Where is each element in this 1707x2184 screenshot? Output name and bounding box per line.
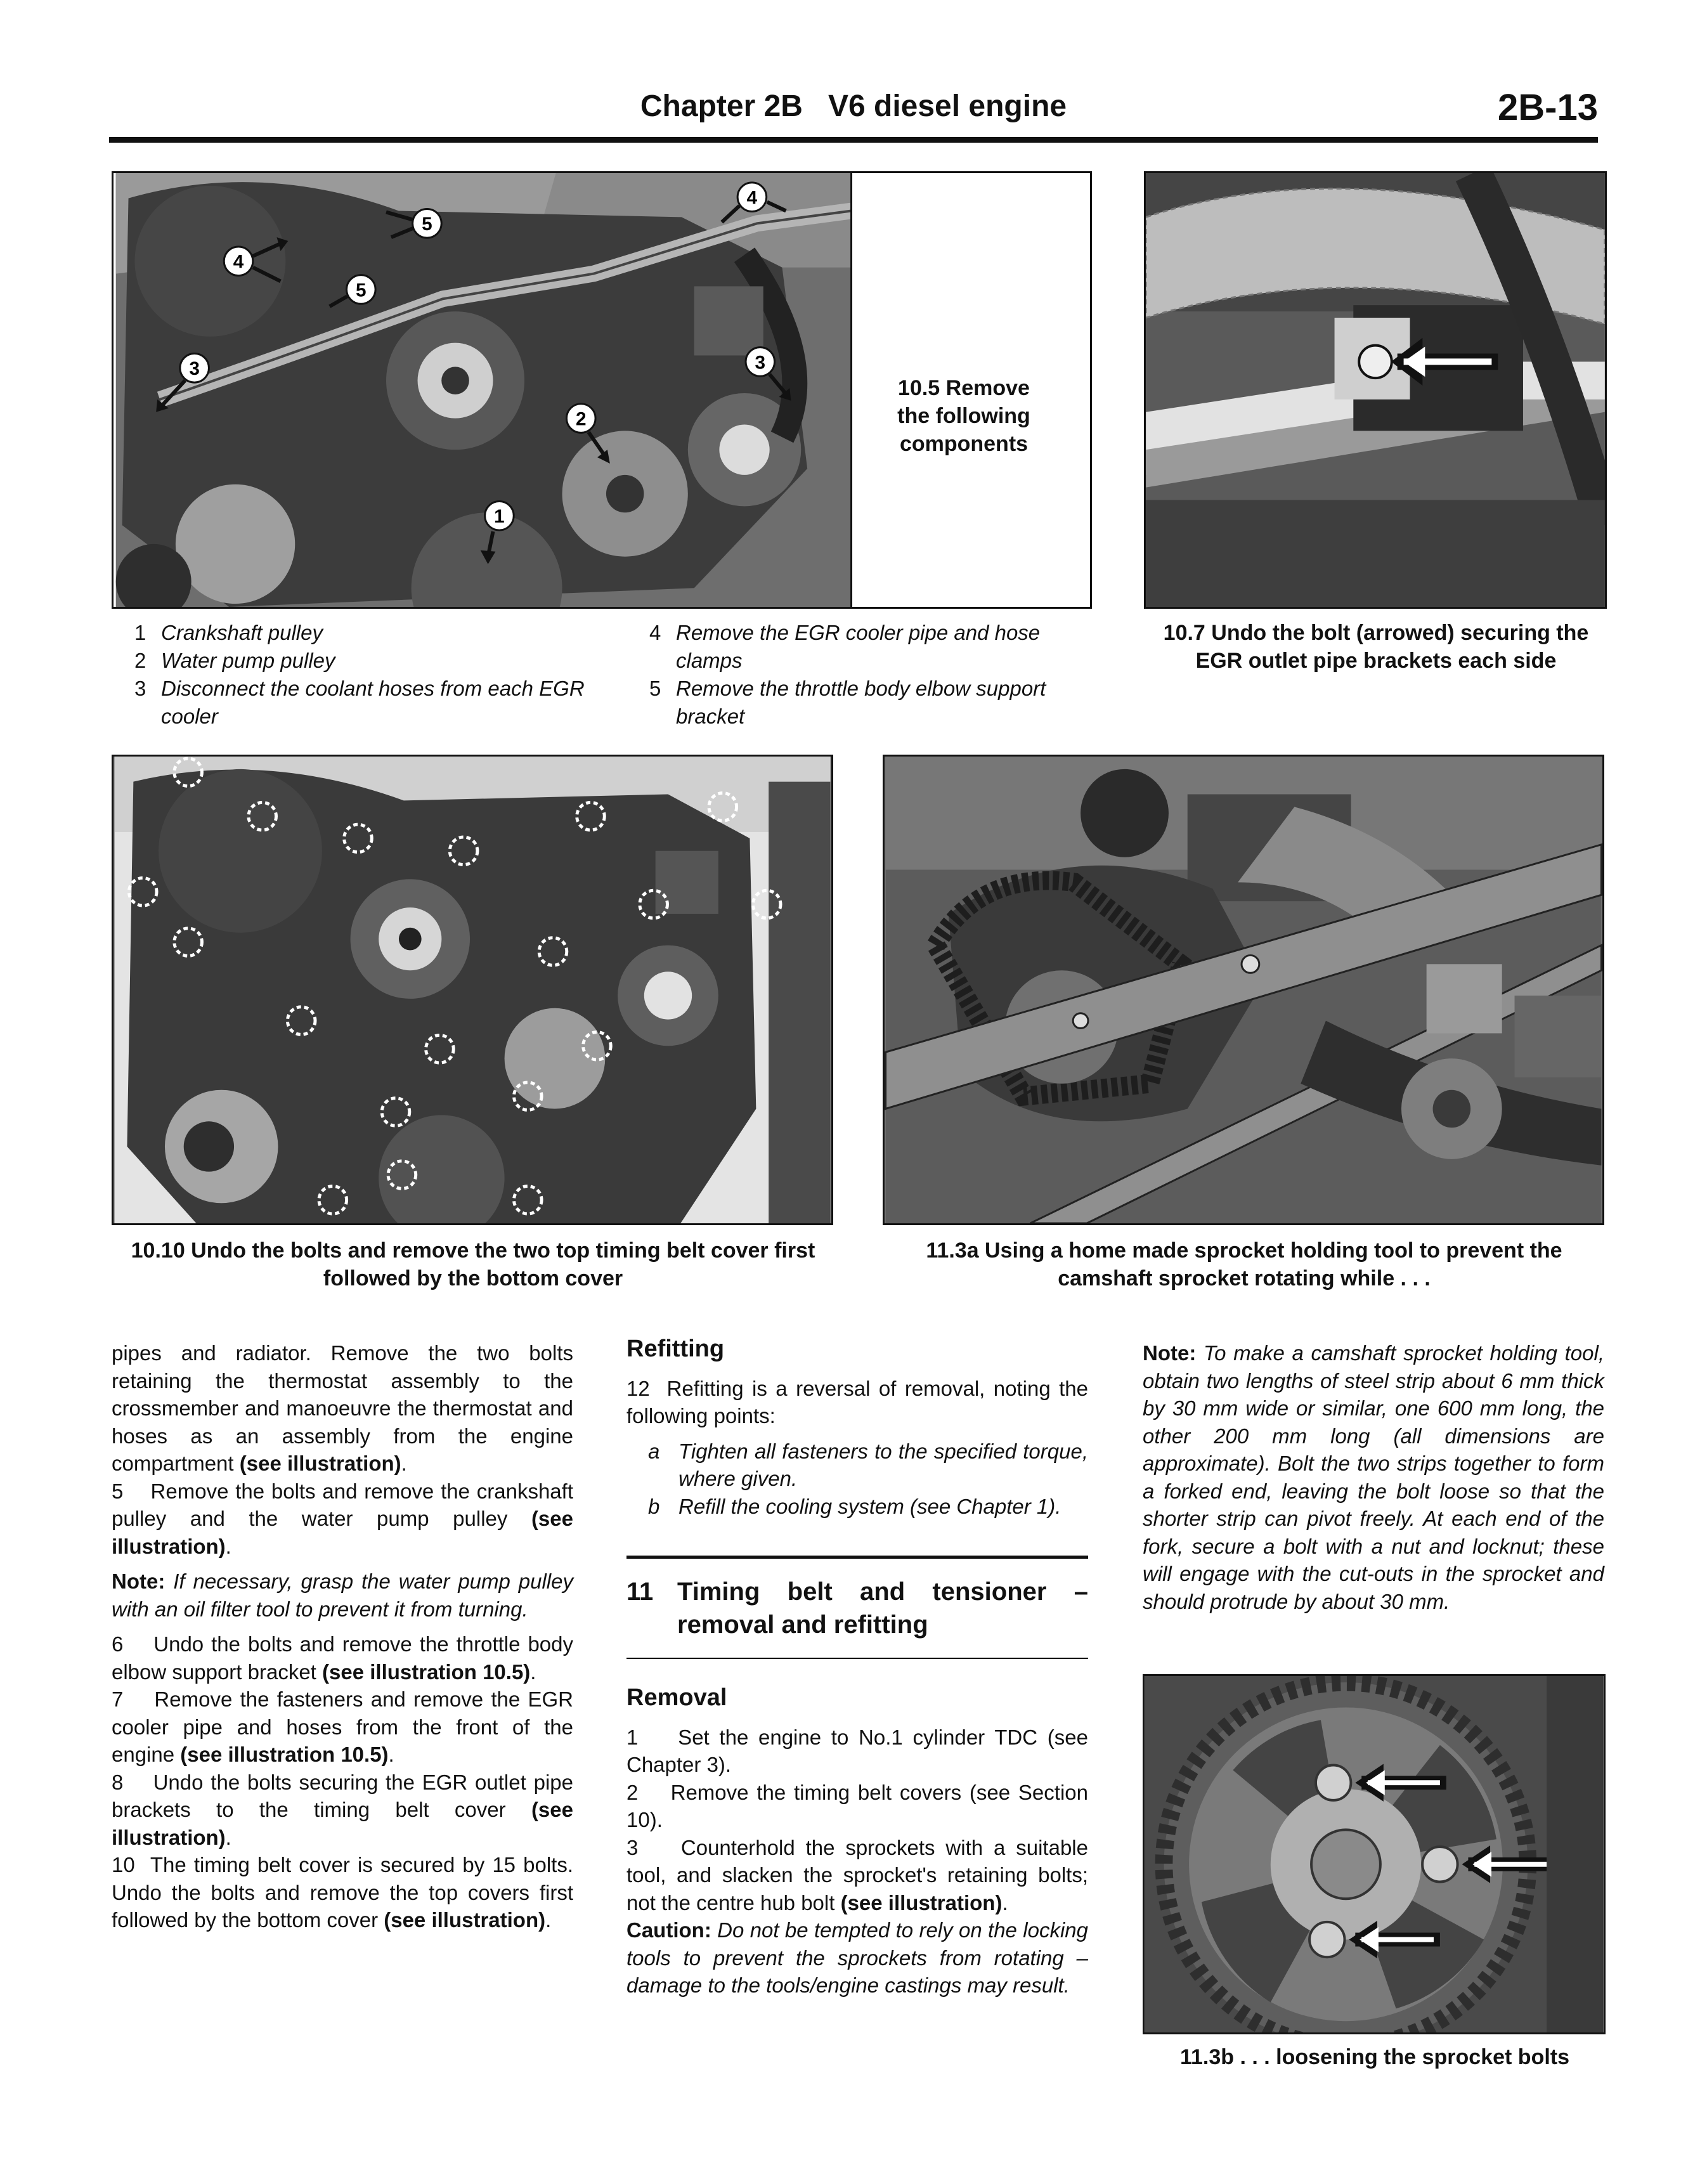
- chapter-label: Chapter 2B: [640, 89, 803, 123]
- caption-11-3b: 11.3b . . . loosening the sprocket bolts: [1179, 2045, 1570, 2069]
- list-item-b: b Refill the cooling system (see Chapter 1).: [648, 1494, 1061, 1518]
- chapter-title: V6 diesel engine: [828, 89, 1067, 123]
- paragraph-intro: pipes and radiator. Remove the two bolts retaining the thermostat assembly to the crossmember and manoeuvre the thermostat and hoses as an assembly from the engine compartment (see illustration).: [112, 1341, 573, 1475]
- column-1: [112, 1339, 573, 1934]
- svg-text:5: 5: [356, 280, 367, 301]
- paragraph-removal-2: 2 Remove the timing belt covers (see Section 10).: [626, 1780, 1088, 1831]
- legend-item: 2 Water pump pulley: [134, 649, 335, 672]
- inset-caption-10-5: [856, 374, 1072, 458]
- svg-text:3: 3: [755, 352, 766, 374]
- paragraph-step-6: 6 Undo the bolts and remove the throttle body elbow support bracket (see illustration 10.5).: [112, 1632, 573, 1684]
- legend-10-5-right: [649, 619, 1093, 731]
- section-heading-11: 11 Timing belt and tensioner – removal and refitting: [626, 1578, 1088, 1639]
- legend-item: 5 Remove the throttle body elbow support bracket: [649, 677, 1046, 728]
- timing-belt-cover-photo: [114, 757, 831, 1223]
- paragraph-step-7: 7 Remove the fasteners and remove the EGR cooler pipe and hoses from the front of the engine (see illustration 10.5).: [112, 1687, 573, 1766]
- svg-text:4: 4: [233, 251, 244, 273]
- photo-10-7: [1144, 171, 1607, 609]
- column-2: [626, 1336, 1088, 1999]
- header-rule: [109, 137, 1598, 143]
- caption-10-7: 10.7 Undo the bolt (arrowed) securing the EGR outlet pipe brackets each side: [1163, 621, 1589, 673]
- svg-text:2: 2: [576, 408, 587, 430]
- sprocket-bolts-photo: [1145, 1676, 1604, 2032]
- paragraph-step-12: 12 Refitting is a reversal of removal, noting the following points:: [626, 1376, 1088, 1427]
- list-item-a: a Tighten all fasteners to the specified torque, where given.: [648, 1439, 1088, 1490]
- caption-10-10: 10.10 Undo the bolts and remove the two top timing belt cover first followed by the bottom cover: [131, 1238, 815, 1290]
- section-rule-bottom: [626, 1658, 1088, 1659]
- svg-text:5: 5: [422, 214, 432, 235]
- inset-line-2: the following: [897, 404, 1030, 428]
- note-step-5: Note: If necessary, grasp the water pump pulley with an oil filter tool to prevent it from turning.: [112, 1570, 573, 1621]
- paragraph-removal-3: 3 Counterhold the sprockets with a suitable tool, and slacken the sprocket's retaining bolts; not the centre hub bolt (see illustration).: [626, 1835, 1088, 1914]
- legend-item: 3 Disconnect the coolant hoses from each EGR cooler: [134, 677, 585, 728]
- paragraph-step-10: 10 The timing belt cover is secured by 15 bolts. Undo the bolts and remove the top covers first followed by the bottom cover (see illustration).: [112, 1853, 573, 1932]
- running-header: [0, 89, 1707, 124]
- heading-removal: Removal: [626, 1684, 727, 1711]
- sprocket-holding-tool-photo: [885, 757, 1602, 1223]
- column-3: [1143, 1339, 1604, 1615]
- paragraph-step-5: 5 Remove the bolts and remove the crankshaft pulley and the water pump pulley (see illustration).: [112, 1479, 573, 1558]
- caution-note: Caution: Do not be tempted to rely on the locking tools to prevent the sprockets from rotating – damage to the tools/engine castings may result.: [626, 1918, 1088, 1997]
- legend-item: 1 Crankshaft pulley: [134, 621, 323, 644]
- legend-item: 4 Remove the EGR cooler pipe and hose clamps: [649, 621, 1041, 672]
- svg-text:3: 3: [189, 358, 200, 380]
- photo-11-3a: [883, 755, 1604, 1225]
- svg-text:4: 4: [746, 187, 758, 209]
- paragraph-removal-1: 1 Set the engine to No.1 cylinder TDC (see Chapter 3).: [626, 1725, 1088, 1776]
- inset-line-3: components: [899, 432, 1029, 456]
- legend-10-5-left: [134, 619, 591, 731]
- inset-line-1: 10.5 Remove: [898, 376, 1030, 400]
- photo-11-3b: [1143, 1674, 1606, 2034]
- svg-text:1: 1: [494, 506, 505, 528]
- paragraph-step-8: 8 Undo the bolts securing the EGR outlet pipe brackets to the timing belt cover (see illustration).: [112, 1770, 573, 1849]
- page-number: 2B-13: [1498, 87, 1598, 128]
- photo-10-10: [112, 755, 833, 1225]
- egr-bracket-photo: [1146, 173, 1605, 607]
- caption-11-3a: 11.3a Using a home made sprocket holding tool to prevent the camshaft sprocket rotating while . . .: [926, 1238, 1562, 1290]
- heading-refitting: Refitting: [626, 1336, 725, 1362]
- note-sprocket-tool: Note: To make a camshaft sprocket holding tool, obtain two lengths of steel strip about 6 mm thick by 30 mm wide or similar, one 600 mm long, the other 200 mm long (all dimensions are approximate). Bolt the two strips together to form a forked end, leaving the bolt loose so that the shorter strip can pivot freely. At each end of the fork, secure a bolt with a nut and locknut; these will engage with the cut-outs in the sprocket and should protrude by about 30 mm.: [1143, 1341, 1604, 1613]
